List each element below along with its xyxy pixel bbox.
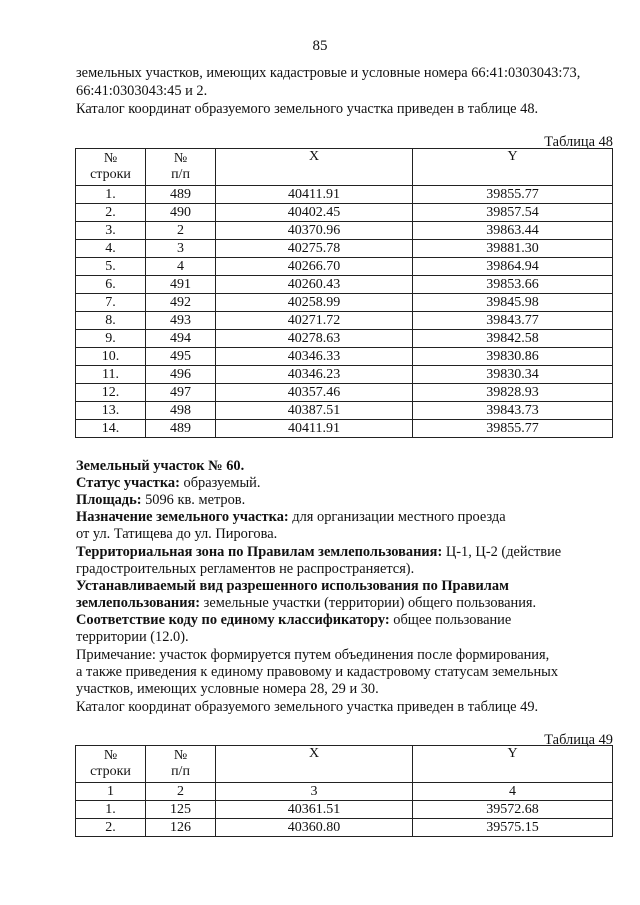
table-row [76, 420, 613, 438]
cell-row-number: 1 [76, 783, 146, 801]
cell-x: 40402.45 [216, 204, 413, 222]
cell-y: 39863.44 [413, 222, 613, 240]
header-y: Y [413, 746, 613, 783]
cell-row-number: 2. [76, 204, 146, 222]
table-row [76, 801, 613, 819]
table-48-caption: Таблица 48 [544, 134, 613, 150]
cell-point-number: 489 [146, 186, 216, 204]
cell-y: 39843.73 [413, 402, 613, 420]
parcel-code-cont: территории (12.0). [76, 629, 189, 645]
table-row [76, 366, 613, 384]
intro-line-1: земельных участков, имеющих кадастровые и условные номера 66:41:0303043:73, [76, 65, 581, 81]
parcel-note-2: а также приведения к единому правовому и кадастровому статусам земельных [76, 664, 559, 680]
parcel-title: Земельный участок № 60. [76, 458, 245, 474]
cell-point-number: 494 [146, 330, 216, 348]
cell-point-number: 492 [146, 294, 216, 312]
cell-x: 40271.72 [216, 312, 413, 330]
header-row-number: № строки [76, 149, 146, 186]
cell-point-number: 491 [146, 276, 216, 294]
cell-point-number: 126 [146, 819, 216, 837]
cell-x: 40275.78 [216, 240, 413, 258]
cell-x: 40387.51 [216, 402, 413, 420]
parcel-code: Соответствие коду по единому классификатору: общее пользование [76, 612, 512, 628]
cell-point-number: 490 [146, 204, 216, 222]
cell-x: 40411.91 [216, 186, 413, 204]
header-x: X [216, 746, 413, 783]
cell-y: 39845.98 [413, 294, 613, 312]
cell-row-number: 13. [76, 402, 146, 420]
cell-point-number: 489 [146, 420, 216, 438]
cell-y: 39855.77 [413, 186, 613, 204]
table-row [76, 186, 613, 204]
cell-row-number: 11. [76, 366, 146, 384]
parcel-use: землепользования: земельные участки (территории) общего пользования. [76, 595, 537, 611]
header-row-number: № строки [76, 746, 146, 783]
cell-row-number: 1. [76, 186, 146, 204]
cell-y: 39830.34 [413, 366, 613, 384]
cell-y: 39575.15 [413, 819, 613, 837]
cell-row-number: 9. [76, 330, 146, 348]
cell-x: 40278.63 [216, 330, 413, 348]
table-row [76, 819, 613, 837]
cell-row-number: 12. [76, 384, 146, 402]
cell-x: 40360.80 [216, 819, 413, 837]
header-point-number: № п/п [146, 746, 216, 783]
cell-y: 39857.54 [413, 204, 613, 222]
cell-y: 39853.66 [413, 276, 613, 294]
parcel-purpose-cont: от ул. Татищева до ул. Пирогова. [76, 526, 278, 542]
cell-point-number: 497 [146, 384, 216, 402]
cell-point-number: 498 [146, 402, 216, 420]
cell-x: 40370.96 [216, 222, 413, 240]
parcel-purpose: Назначение земельного участка: для организации местного проезда [76, 509, 506, 525]
table-row [76, 402, 613, 420]
cell-row-number: 1. [76, 801, 146, 819]
cell-point-number: 125 [146, 801, 216, 819]
intro-line-3: Каталог координат образуемого земельного участка приведен в таблице 48. [76, 101, 539, 117]
cell-row-number: 3. [76, 222, 146, 240]
cell-x: 40411.91 [216, 420, 413, 438]
cell-row-number: 8. [76, 312, 146, 330]
table-48-body [76, 186, 613, 438]
table-row [76, 276, 613, 294]
table-49-caption: Таблица 49 [544, 732, 613, 748]
cell-x: 3 [216, 783, 413, 801]
cell-x: 40266.70 [216, 258, 413, 276]
cell-row-number: 5. [76, 258, 146, 276]
cell-point-number: 493 [146, 312, 216, 330]
header-x: X [216, 149, 413, 186]
parcel-zone: Территориальная зона по Правилам землепользования: Ц-1, Ц-2 (действие [76, 544, 562, 560]
cell-point-number: 2 [146, 783, 216, 801]
cell-y: 39830.86 [413, 348, 613, 366]
cell-point-number: 495 [146, 348, 216, 366]
cell-y: 39572.68 [413, 801, 613, 819]
table-row [76, 312, 613, 330]
cell-row-number: 2. [76, 819, 146, 837]
table-48 [75, 148, 613, 438]
parcel-status: Статус участка: образуемый. [76, 475, 261, 491]
cell-x: 40346.33 [216, 348, 413, 366]
cell-row-number: 7. [76, 294, 146, 312]
cell-y: 39855.77 [413, 420, 613, 438]
cell-x: 40357.46 [216, 384, 413, 402]
parcel-catalog: Каталог координат образуемого земельного участка приведен в таблице 49. [76, 699, 539, 715]
table-row [76, 204, 613, 222]
table-row [76, 330, 613, 348]
parcel-note-1: Примечание: участок формируется путем объединения после формирования, [76, 647, 550, 663]
cell-row-number: 4. [76, 240, 146, 258]
cell-point-number: 4 [146, 258, 216, 276]
cell-y: 39828.93 [413, 384, 613, 402]
table-numbering-row [76, 783, 613, 801]
parcel-zone-cont: градостроительных регламентов не распространяется). [76, 561, 415, 577]
parcel-use-label: Устанавливаемый вид разрешенного использования по Правилам [76, 578, 509, 594]
table-row [76, 258, 613, 276]
intro-line-2: 66:41:0303043:45 и 2. [76, 83, 208, 99]
cell-y: 4 [413, 783, 613, 801]
cell-x: 40258.99 [216, 294, 413, 312]
cell-x: 40260.43 [216, 276, 413, 294]
parcel-note-3: участков, имеющих условные номера 28, 29 и 30. [76, 681, 379, 697]
table-row [76, 348, 613, 366]
cell-point-number: 496 [146, 366, 216, 384]
page-number: 85 [312, 38, 328, 54]
cell-y: 39843.77 [413, 312, 613, 330]
table-49 [75, 745, 613, 837]
table-row [76, 222, 613, 240]
cell-y: 39881.30 [413, 240, 613, 258]
cell-x: 40361.51 [216, 801, 413, 819]
cell-y: 39864.94 [413, 258, 613, 276]
cell-x: 40346.23 [216, 366, 413, 384]
cell-row-number: 14. [76, 420, 146, 438]
header-point-number: № п/п [146, 149, 216, 186]
cell-row-number: 6. [76, 276, 146, 294]
table-row [76, 240, 613, 258]
cell-point-number: 3 [146, 240, 216, 258]
cell-row-number: 10. [76, 348, 146, 366]
header-y: Y [413, 149, 613, 186]
table-row [76, 294, 613, 312]
parcel-area: Площадь: 5096 кв. метров. [76, 492, 246, 508]
cell-point-number: 2 [146, 222, 216, 240]
table-49-body [76, 783, 613, 837]
table-row [76, 384, 613, 402]
cell-y: 39842.58 [413, 330, 613, 348]
